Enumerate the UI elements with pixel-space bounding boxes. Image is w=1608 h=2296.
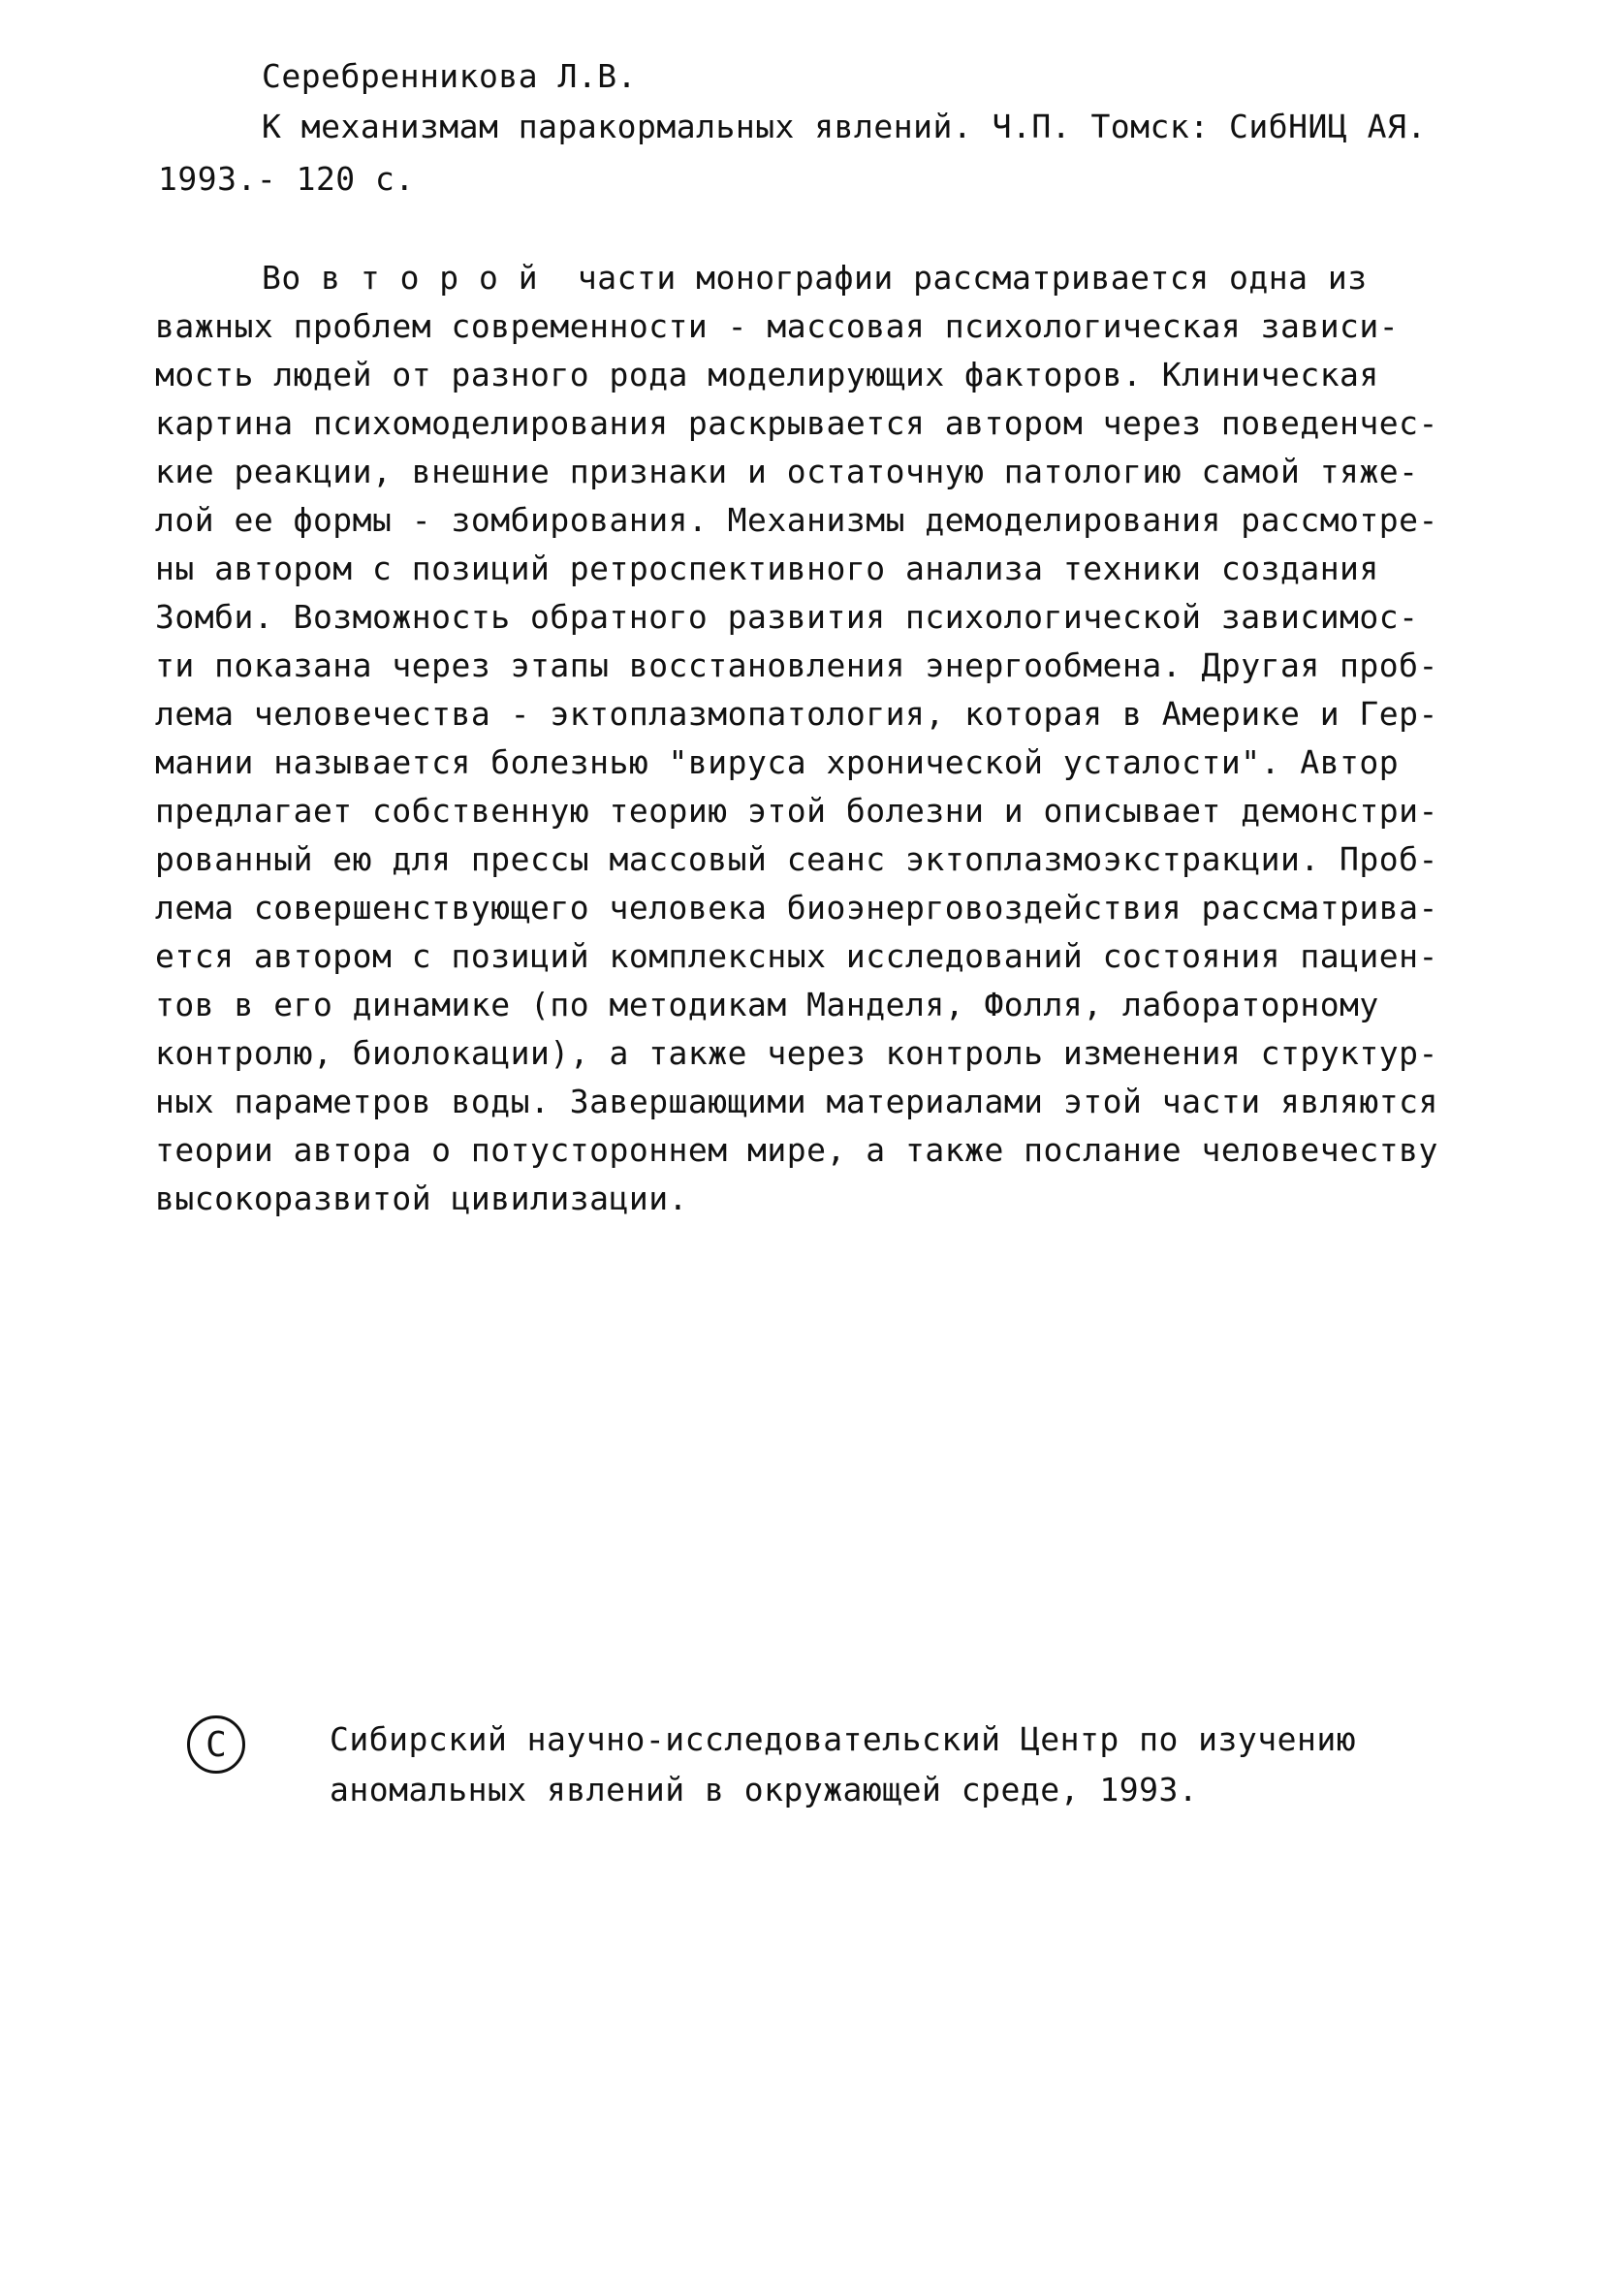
abstract-line: лема совершенствующего человека биоэнерговоздействия рассматрива- [155,889,1438,927]
year-pages-line: 1993.- 120 с. [158,160,415,198]
abstract-line: лема человечества - эктоплазмопатология, которая в Америке и Гер- [155,695,1438,733]
abstract-line: теории автора о потустороннем мире, а также послание человечеству [155,1131,1438,1169]
abstract-line: важных проблем современности - массовая психологическая зависи- [155,307,1400,345]
abstract-line: кие реакции, внешние признаки и остаточную патологию самой тяже- [155,453,1419,490]
abstract-line: ны автором с позиций ретроспективного анализа техники создания [155,550,1379,587]
copyright-line-1: Сибирский научно-исследовательский Центр по изучению [330,1720,1357,1758]
abstract-line: Во в т о р о й части монографии рассматривается одна из [262,259,1368,297]
abstract-line: картина психомоделирования раскрывается автором через поведенчес- [155,404,1438,442]
title-line: К механизмам паракормальных явлений. Ч.П. Томск: СибНИЦ АЯ. [262,108,1427,145]
abstract-line: Зомби. Возможность обратного развития психологической зависимос- [155,598,1419,636]
copyright-symbol: C [205,1724,227,1765]
copyright-line-2: аномальных явлений в окружающей среде, 1993. [330,1771,1199,1808]
abstract-line: рованный ею для прессы массовый сеанс эктоплазмоэкстракции. Проб- [155,840,1438,878]
abstract-line: тов в его динамике (по методикам Манделя, Фолля, лабораторному [155,986,1379,1023]
abstract-line: ется автором с позиций комплексных исследований состояния пациен- [155,937,1438,975]
copyright-icon [187,1715,245,1774]
abstract-line: лой ее формы - зомбирования. Механизмы демоделирования рассмотре- [155,501,1438,539]
abstract-line: предлагает собственную теорию этой болезни и описывает демонстри- [155,792,1438,830]
abstract-line: мании называется болезнью "вируса хронической усталости". Автор [155,743,1400,781]
abstract-line: мость людей от разного рода моделирующих факторов. Клиническая [155,356,1379,393]
abstract-line: высокоразвитой цивилизации. [155,1179,688,1217]
abstract-line: контролю, биолокации), а также через контроль изменения структур- [155,1034,1438,1072]
author-line: Серебренникова Л.В. [262,57,637,95]
abstract-line: ных параметров воды. Завершающими материалами этой части являются [155,1083,1438,1120]
abstract-line: ти показана через этапы восстановления энергообмена. Другая проб- [155,646,1438,684]
